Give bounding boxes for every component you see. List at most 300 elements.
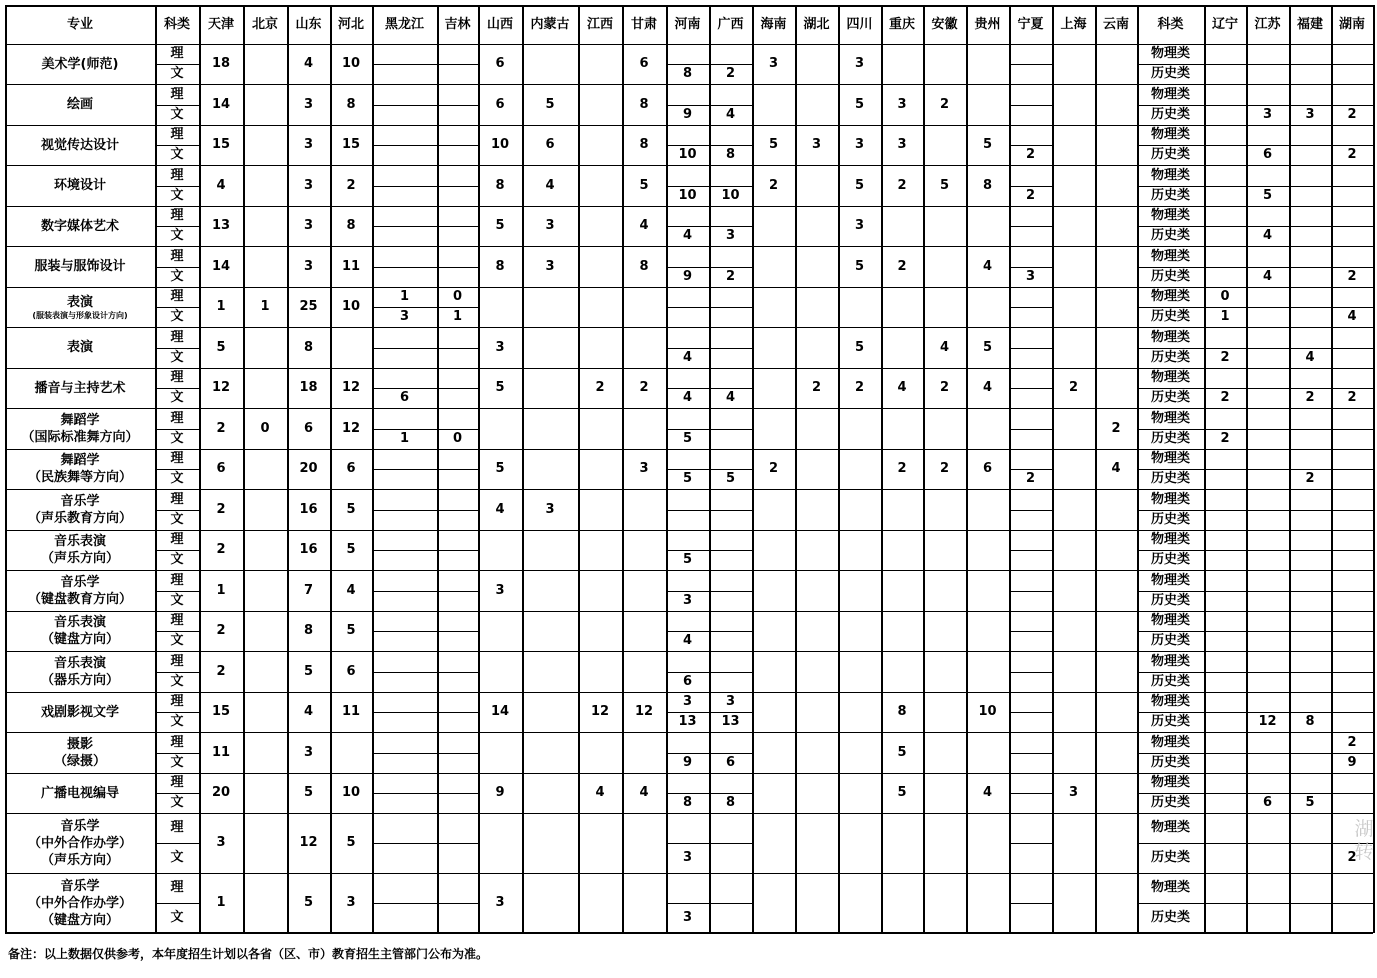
cell-split-rule [1289,591,1331,592]
major-name: 广播电视编导 [40,785,119,801]
cell-split-rule [1009,712,1052,713]
quota-value: 0 [260,420,270,436]
cell-split-rule [372,267,437,268]
quota-value: 20 [211,785,231,800]
cell-split-rule [709,591,752,592]
major-name: 音乐表演 [53,615,106,630]
cell-split-rule [1009,672,1052,673]
header-province: 宁夏 [1017,16,1044,32]
cell-split-rule [1289,429,1331,430]
cell-split-rule [1204,753,1246,754]
quota-value: 2 [216,501,226,517]
quota-value: 8 [725,795,736,810]
major-name-cell [5,732,155,773]
quota-value: 1 [399,431,410,446]
quota-value: 16 [299,501,318,517]
quota-value: 4 [725,107,736,122]
cell-split-rule [1009,64,1052,65]
subject-wen: 文 [170,552,184,567]
cell-split-rule [1289,186,1331,187]
quota-value: 2 [939,96,950,112]
quota-value: 10 [341,785,361,800]
cell-split-rule [372,843,437,844]
header-province: 海南 [760,16,787,32]
quota-value: 8 [725,147,736,162]
quota-value: 2 [1305,390,1315,405]
subject-wen: 文 [170,471,184,486]
cell-split-rule [709,550,752,551]
cell-split-rule [437,267,478,268]
quota-value: 6 [303,420,314,436]
cell-split-rule [666,510,709,511]
quota-value: 5 [346,501,356,517]
quota-value: 4 [682,633,693,648]
major-name-cell [5,530,155,570]
subject-history: 历史类 [1150,552,1190,567]
quota-value: 8 [897,704,907,719]
header-province: 云南 [1102,16,1129,32]
quota-value: 6 [1262,147,1273,162]
subject-wen: 文 [170,633,184,648]
quota-value: 1 [452,309,463,324]
quota-value: 2 [768,177,779,193]
quota-value: 15 [211,137,231,152]
cell-split-rule [437,226,478,227]
cell-split-rule [437,712,478,713]
subject-wen: 文 [170,714,184,729]
header-province: 内蒙古 [530,16,570,32]
cell-split-rule [1289,226,1331,227]
cell-split-rule [372,753,437,754]
quota-value: 5 [303,785,314,800]
quota-value: 3 [682,910,693,925]
cell-split-rule [1331,186,1373,187]
cell-split-rule [437,672,478,673]
cell-split-rule [372,672,437,673]
major-direction: （声乐方向） [40,551,119,566]
quota-value: 6 [346,461,356,476]
major-name: 环境设计 [53,178,106,193]
cell-split-rule [1204,672,1246,673]
cell-split-rule [1246,307,1289,308]
major-direction: （声乐教育方向） [27,510,132,526]
quota-value: 5 [346,542,356,557]
quota-value: 9 [682,107,693,122]
subject-wen: 文 [170,309,184,324]
major-name: 音乐表演 [53,534,106,549]
subject-history: 历史类 [1150,674,1190,689]
subject-history: 历史类 [1150,269,1190,284]
cell-split-rule [437,903,478,904]
major-name: 音乐学 [60,818,100,834]
cell-split-rule [1204,843,1246,844]
quota-value: 6 [982,461,993,476]
major-direction: （绿摄） [53,753,106,769]
quota-value: 10 [678,188,697,203]
quota-value: 3 [1305,107,1315,122]
quota-value: 5 [897,744,907,760]
cell-split-rule [1204,903,1246,904]
quota-value: 3 [495,895,505,910]
cell-split-rule [1331,903,1373,904]
subject-wen: 文 [170,850,184,865]
quota-value: 4 [725,390,736,405]
major-name-cell [5,773,155,813]
subject-history: 历史类 [1150,755,1190,770]
subject-li: 理 [170,653,184,669]
subject-history: 历史类 [1150,910,1190,925]
quota-value: 3 [545,218,555,233]
quota-value: 5 [854,96,865,112]
cell-split-rule [372,186,437,187]
quota-value: 14 [211,258,231,274]
major-direction: （器乐方向） [40,672,119,688]
subject-history: 历史类 [1150,228,1190,243]
quota-value: 2 [1111,420,1121,436]
cell-split-rule [437,510,478,511]
quota-value: 6 [399,390,410,405]
cell-split-rule [1204,591,1246,592]
subject-physics: 物理类 [1150,820,1190,835]
quota-value: 2 [897,258,907,274]
subject-history: 历史类 [1150,633,1190,648]
quota-value: 8 [682,795,693,810]
cell-split-rule [437,64,478,65]
cell-split-rule [372,348,437,349]
quota-value: 5 [495,380,505,395]
cell-split-rule [1204,226,1246,227]
quota-value: 3 [768,56,779,71]
quota-value: 8 [495,258,505,274]
quota-value: 12 [590,704,610,719]
cell-split-rule [1246,631,1289,632]
subject-history: 历史类 [1150,431,1190,446]
quota-value: 10 [978,704,997,719]
cell-split-rule [1331,348,1373,349]
quota-value: 4 [639,218,649,233]
cell-split-rule [1331,712,1373,713]
header-province: 山东 [295,16,322,32]
cell-split-rule [1331,550,1373,551]
quota-value: 5 [216,339,226,355]
major-name-cell [5,44,155,84]
quota-value: 10 [490,137,510,152]
quota-value: 6 [545,137,555,152]
quota-value: 8 [639,258,649,274]
header-province: 四川 [846,16,873,32]
cell-split-rule [437,105,478,106]
quota-value: 2 [639,380,649,395]
cell-split-rule [709,903,752,904]
cell-split-rule [372,64,437,65]
major-name: 音乐学 [60,493,100,509]
quota-value: 3 [682,850,693,865]
quota-value: 5 [495,461,505,476]
subject-history: 历史类 [1150,850,1190,865]
quota-value: 5 [725,471,736,486]
cell-split-rule [1246,388,1289,389]
cell-split-rule [437,145,478,146]
quota-value: 6 [1262,795,1273,810]
quota-value: 2 [1347,147,1357,162]
cell-split-rule [1009,591,1052,592]
quota-value: 3 [303,177,314,193]
quota-value: 4 [595,785,605,800]
cell-split-rule [1331,510,1373,511]
major-name-cell [5,692,155,732]
cell-split-rule [437,843,478,844]
header-province: 山西 [486,16,513,32]
subject-physics: 物理类 [1150,653,1190,669]
quota-value: 4 [216,177,226,193]
quota-value: 5 [303,663,314,679]
major-direction: (服装表演与形象设计方向) [32,310,128,320]
cell-split-rule [709,307,752,308]
quota-value: 3 [854,218,865,233]
quota-value: 4 [682,390,693,405]
subject-li: 理 [170,167,184,183]
header-kelei: 科类 [163,16,190,32]
cell-split-rule [1289,672,1331,673]
quota-value: 9 [495,785,505,800]
quota-value: 4 [1262,269,1273,284]
cell-split-rule [1009,348,1052,349]
subject-wen: 文 [170,593,184,608]
major-direction: （国际标准舞方向） [21,429,139,445]
quota-value: 8 [303,339,314,355]
quota-value: 8 [639,137,649,152]
quota-value: 8 [495,177,505,193]
major-name-cell [5,368,155,408]
quota-value: 13 [678,714,697,729]
major-name: 音乐学 [60,878,100,894]
cell-split-rule [709,843,752,844]
quota-value: 2 [897,461,907,476]
quota-value: 25 [299,299,318,314]
cell-split-rule [1246,469,1289,470]
quota-value: 15 [211,704,231,719]
subject-li: 理 [170,532,184,547]
quota-value: 4 [1305,350,1315,365]
cell-split-rule [1289,267,1331,268]
quota-value: 11 [341,704,361,719]
quota-value: 2 [1220,390,1230,405]
major-direction: （中外合作办学） [27,895,132,911]
major-name-cell [5,408,155,449]
cell-split-rule [1331,429,1373,430]
cell-split-rule [372,550,437,551]
quota-value: 5 [854,177,865,193]
major-name-cell [5,489,155,530]
header-province: 湖北 [803,16,830,32]
cell-split-rule [1289,843,1331,844]
subject-physics: 物理类 [1150,410,1190,426]
subject-physics: 物理类 [1150,572,1190,588]
major-name-cell [5,570,155,611]
subject-wen: 文 [170,390,184,405]
quota-value: 3 [545,258,555,274]
quota-value: 3 [639,461,649,476]
quota-value: 2 [1025,147,1036,162]
quota-value: 2 [725,269,736,284]
cell-split-rule [1009,307,1052,308]
quota-value: 11 [211,744,231,760]
quota-value: 2 [854,380,865,395]
cell-split-rule [372,510,437,511]
major-name: 舞蹈学 [60,453,100,468]
subject-wen: 文 [170,795,184,810]
cell-split-rule [437,631,478,632]
header-province: 重庆 [888,16,915,32]
major-name-cell [5,651,155,692]
cell-split-rule [372,145,437,146]
subject-history: 历史类 [1150,390,1190,405]
cell-split-rule [1009,793,1052,794]
header-province: 安徽 [931,16,958,32]
column-rule [243,5,245,933]
quota-value: 3 [399,309,410,324]
header-province: 河北 [337,16,364,32]
subject-physics: 物理类 [1150,532,1190,547]
quota-value: 10 [721,188,740,203]
subject-physics: 物理类 [1150,248,1190,264]
quota-value: 8 [639,96,649,112]
header-province: 辽宁 [1211,16,1238,32]
subject-physics: 物理类 [1150,880,1190,895]
cell-split-rule [437,793,478,794]
quota-value: 2 [939,380,950,395]
subject-history: 历史类 [1150,593,1190,608]
quota-value: 5 [982,339,993,355]
quota-value: 1 [1220,309,1230,324]
quota-value: 5 [768,137,779,152]
quota-value: 6 [346,663,356,679]
quota-value: 6 [495,96,505,112]
quota-value: 9 [1347,755,1357,770]
quota-value: 6 [216,461,226,476]
quota-value: 5 [897,785,907,800]
quota-value: 2 [216,542,226,557]
quota-value: 2 [216,663,226,679]
major-name-cell [5,611,155,651]
subject-li: 理 [170,370,184,385]
cell-split-rule [1009,753,1052,754]
cell-split-rule [1204,510,1246,511]
header-province: 福建 [1296,16,1323,32]
major-name: 表演 [66,294,93,310]
cell-split-rule [1246,591,1289,592]
quota-value: 2 [897,177,907,193]
quota-value: 5 [545,96,555,112]
cell-split-rule [437,469,478,470]
major-direction: （键盘方向） [40,912,119,928]
subject-history: 历史类 [1150,714,1190,729]
quota-value: 3 [303,218,314,233]
cell-split-rule [666,307,709,308]
cell-split-rule [1289,145,1331,146]
header-province: 黑龙江 [384,16,424,32]
quota-value: 12 [341,380,361,395]
quota-value: 2 [1068,380,1079,395]
cell-split-rule [437,186,478,187]
subject-history: 历史类 [1150,512,1190,527]
quota-value: 1 [216,582,226,598]
major-name-cell [5,246,155,287]
cell-split-rule [372,903,437,904]
subject-physics: 物理类 [1150,127,1190,142]
quota-value: 13 [721,714,740,729]
subject-li: 理 [170,451,184,466]
major-name: 播音与主持艺术 [34,380,126,396]
subject-wen: 文 [170,188,184,203]
subject-wen: 文 [170,512,184,527]
quota-value: 5 [854,339,865,355]
quota-value: 4 [1111,461,1121,476]
quota-value: 12 [341,420,361,436]
header-province: 江西 [586,16,613,32]
cell-split-rule [1204,145,1246,146]
subject-li: 理 [170,572,184,588]
subject-physics: 物理类 [1150,451,1190,466]
quota-value: 3 [897,137,907,152]
quota-value: 5 [346,835,356,850]
major-name: 舞蹈学 [60,412,100,428]
subject-li: 理 [170,880,184,895]
quota-value: 3 [725,694,736,709]
quota-value: 16 [299,542,318,557]
quota-value: 3 [303,744,314,760]
cell-split-rule [1204,64,1246,65]
quota-value: 4 [303,704,314,719]
quota-value: 3 [1068,785,1079,800]
quota-value: 12 [634,704,654,719]
cell-split-rule [1289,307,1331,308]
subject-li: 理 [170,613,184,628]
subject-li: 理 [170,46,184,61]
cell-split-rule [437,591,478,592]
major-name: 服装与服饰设计 [34,259,126,274]
cell-split-rule [1331,672,1373,673]
quota-value: 3 [495,339,505,355]
header-province: 江苏 [1254,16,1281,32]
quota-value: 3 [897,96,907,112]
cell-split-rule [1331,469,1373,470]
cell-split-rule [1204,469,1246,470]
quota-value: 3 [545,501,555,517]
quota-value: 4 [1262,228,1273,243]
quota-value: 9 [682,755,693,770]
cell-split-rule [1331,591,1373,592]
quota-value: 5 [303,895,314,910]
cell-split-rule [437,388,478,389]
subject-li: 理 [170,491,184,507]
subject-wen: 文 [170,147,184,162]
subject-history: 历史类 [1150,309,1190,324]
major-name: 绘画 [66,97,93,112]
header-kelei-new: 科类 [1157,16,1184,32]
major-name: 音乐表演 [53,655,106,671]
quota-value: 1 [260,299,270,314]
major-name-cell [5,327,155,368]
subject-li: 理 [170,86,184,102]
subject-wen: 文 [170,269,184,284]
cell-split-rule [372,226,437,227]
subject-physics: 物理类 [1150,167,1190,183]
subject-wen: 文 [170,66,184,81]
quota-value: 10 [341,299,361,314]
column-rule [1373,5,1375,933]
major-name-cell [5,165,155,206]
